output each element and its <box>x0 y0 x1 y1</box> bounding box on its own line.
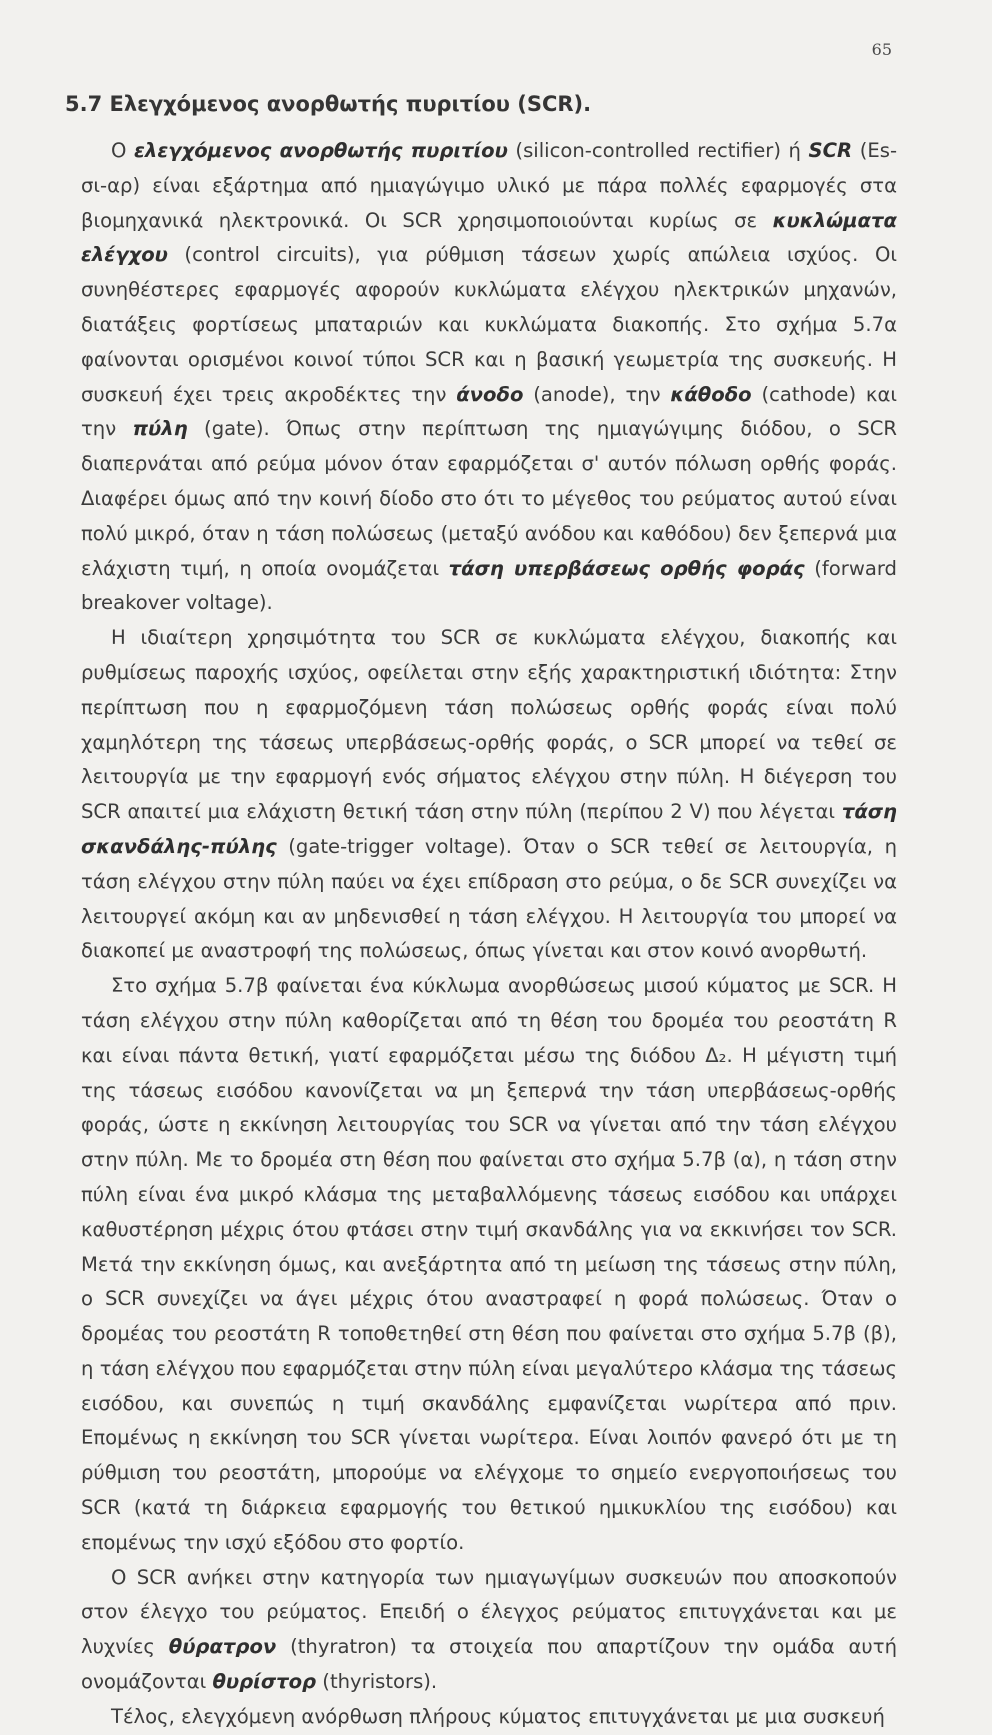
text-run: Ο SCR ανήκει στην κατηγορία των ημιαγωγίμων συσκευών που αποσκοπούν στον έλεγχο του ρεύματος. Επειδή ο έλεγχος ρεύματος επιτυγχάνεται και με λυχνίες <box>81 1565 897 1659</box>
paragraph <box>81 134 897 621</box>
paragraph <box>81 621 897 969</box>
text-run: (control circuits), για ρύθμιση τάσεων χωρίς απώλεια ισχύος. Οι συνηθέστερες εφαρμογές αφορούν κυκλώματα ελέγχου ηλεκτρικών μηχανών, διατάξεις φορτίσεως μπαταριών και κυκλώματα διακοπής. Στο σχήμα 5.7α φαίνονται ορισμένοι κοινοί τύποι SCR και η βασική γεωμετρία της συσκευής. Η συσκευή έχει τρεις ακροδέκτες την <box>81 243 897 406</box>
text-run: (gate-trigger voltage). Όταν ο SCR τεθεί σε λειτουργία, η τάση ελέγχου στην πύλη παύει να έχει επίδραση στο ρεύμα, ο δε SCR συνεχίζει να λειτουργεί ακόμη και αν μηδενισθεί η τάση ελέγχου. Η λειτουργία του μπορεί να διακοπεί με αναστροφή της πολώσεως, όπως γίνεται και στον κοινό ανορθωτή. <box>81 834 897 963</box>
section-heading: 5.7 Ελεγχόμενος ανορθωτής πυριτίου (SCR). <box>65 92 592 116</box>
paragraph <box>81 1700 897 1735</box>
text-run: (gate). Όπως στην περίπτωση της ημιαγώγιμης διόδου, ο SCR διαπερνάται από ρεύμα μόνον όταν εφαρμόζεται σ' αυτόν πόλωση ορθής φοράς. Διαφέρει όμως από την κοινή δίοδο στο ότι το μέγεθος του ρεύματος αυτού είναι πολύ μικρό, όταν η τάση πολώσεως (μεταξύ ανόδου και καθόδου) δεν ξεπερνά μια ελάχιστη τιμή, η οποία ονομάζεται <box>81 417 898 580</box>
text-run: (thyratron) τα στοιχεία που απαρτίζουν την ομάδα αυτή ονομάζονται <box>81 1635 897 1694</box>
emphasized-term: πύλη <box>132 417 188 441</box>
emphasized-term: θυρίστορ <box>212 1670 317 1694</box>
text-run: Η ιδιαίτερη χρησιμότητα του SCR σε κυκλώματα ελέγχου, διακοπής και ρυθμίσεως παροχής ισχύος, οφείλεται στην εξής χαρακτηριστική ιδιότητα: Στην περίπτωση που η εφαρμοζόμενη τάση πολώσεως ορθής φοράς είναι πολύ χαμηλότερη της τάσεως υπερβάσεως-ορθής φοράς, ο SCR μπορεί να τεθεί σε λειτουργία με την εφαρμογή ενός σήματος ελέγχου στην πύλη. Η διέγερση του SCR απαιτεί μια ελάχιστη θετική τάση στην πύλη (περίπου 2 V) που λέγεται <box>81 626 897 824</box>
body-text <box>81 134 897 1735</box>
emphasized-term: SCR <box>808 139 853 162</box>
text-run: Τέλος, ελεγχόμενη ανόρθωση πλήρους κύματος επιτυγχάνεται με μια συσκευή <box>111 1704 885 1728</box>
emphasized-term: τάση σκανδάλης-πύλης <box>81 800 897 858</box>
emphasized-term: τάση υπερβάσεως ορθής φοράς <box>448 556 805 580</box>
emphasized-term: ελεγχόμενος ανορθωτής πυριτίου <box>134 139 508 162</box>
page-number: 65 <box>871 40 892 59</box>
text-run: (thyristors). <box>316 1670 438 1694</box>
text-run: Στο σχήμα 5.7β φαίνεται ένα κύκλωμα ανορθώσεως μισού κύματος με SCR. Η τάση ελέγχου στην πύλη καθορίζεται από τη θέση του δρομέα του ρεοστάτη R και είναι πάντα θετική, γιατί εφαρμόζεται μέσω της διόδου Δ₂. Η μέγιστη τιμή της τάσεως εισόδου κανονίζεται να μη ξεπερνά την τάση υπερβάσεως-ορθής φοράς, ώστε η εκκίνηση λειτουργίας του SCR να γίνεται από την τάση ελέγχου στην πύλη. Με το δρομέα στη θέση που φαίνεται στο σχήμα 5.7β (α), η τάση στην πύλη είναι ένα μικρό κλάσμα της μεταβαλλόμενης τάσεως εισόδου και υπάρχει καθυστέρηση μέχρις ότου φτάσει στην τιμή σκανδάλης για να εκκινήσει τον SCR. Μετά την εκκίνηση όμως, και ανεξάρτητα από τη μείωση της τάσεως στην πύλη, ο SCR συνεχίζει να άγει μέχρις ότου αναστραφεί η φορά πολώσεως. Όταν ο δρομέας του ρεοστάτη R τοποθετηθεί στη θέση που φαίνεται στο σχήμα 5.7β (β), η τάση ελέγχου που εφαρμόζεται στην πύλη είναι μεγαλύτερο κλάσμα της τάσεως εισόδου, και συνεπώς η τιμή σκανδάλης εμφανίζεται νωρίτερα από πριν. Επομένως η εκκίνηση του SCR γίνεται νωρίτερα. Είναι λοιπόν φανερό ότι με τη ρύθμιση του ρεοστάτη, μπορούμε να ελέγχομε το σημείο ενεργοποιήσεως του SCR (κατά τη διάρκεια εφαρμογής του θετικού ημικυκλίου της εισόδου) και επομένως την ισχύ εξόδου στο φορτίο. <box>81 974 897 1554</box>
emphasized-term: κυκλώματα ελέγχου <box>81 208 897 267</box>
emphasized-term: κάθοδο <box>670 382 752 406</box>
text-run: Ο <box>111 139 135 162</box>
paragraph <box>81 1561 897 1700</box>
text-run: (forward breakover voltage). <box>81 556 897 615</box>
text-run: (cathode) και την <box>81 382 897 441</box>
text-run: (Es-σι-αρ) είναι εξάρτημα από ημιαγώγιμο υλικό με πάρα πολλές εφαρμογές στα βιομηχανικά ηλεκτρονικά. Οι SCR χρησιμοποιούνται κυρίως σε <box>81 139 898 232</box>
emphasized-term: άνοδο <box>456 382 524 406</box>
text-run: (silicon-controlled rectifier) ή <box>507 139 809 162</box>
emphasized-term: θύρατρον <box>168 1635 277 1659</box>
text-run: (anode), την <box>523 382 671 406</box>
paragraph <box>81 969 897 1561</box>
